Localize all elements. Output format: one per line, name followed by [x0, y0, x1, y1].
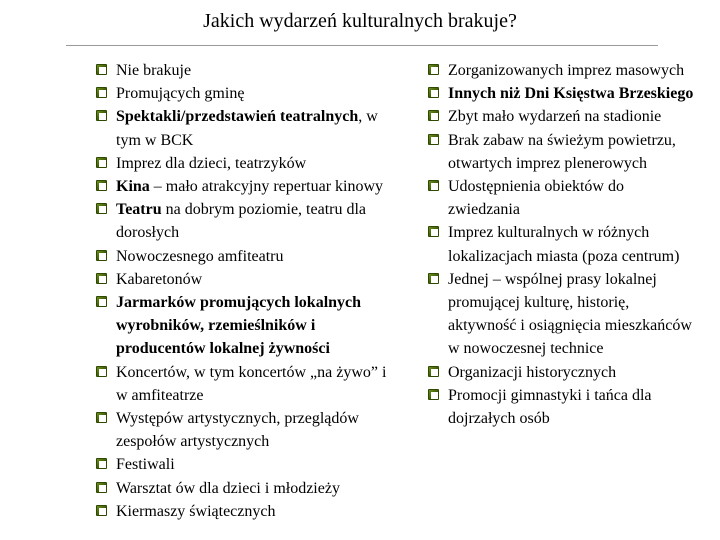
list-item — [96, 82, 396, 105]
hollow-square-bullet-icon — [96, 458, 107, 469]
list-item — [96, 407, 396, 453]
hollow-square-bullet-icon — [96, 366, 107, 377]
list-item — [96, 268, 396, 291]
list-item-text: Festiwali — [116, 456, 175, 474]
title-divider — [66, 45, 658, 46]
list-item-text-bold: Teatru — [116, 201, 162, 219]
list-item — [96, 500, 396, 523]
list-item-text-bold: Innych niż Dni Księstwa Brzeskiego — [448, 85, 694, 103]
list-item-text: Jednej – wspólnej prasy lokalnej promującej kulturę, historię, aktywność i osiągnięcia mieszkańców w nowoczesnej technice — [448, 270, 692, 358]
hollow-square-bullet-icon — [428, 180, 439, 191]
hollow-square-bullet-icon — [428, 134, 439, 145]
hollow-square-bullet-icon — [428, 110, 439, 121]
hollow-square-bullet-icon — [96, 157, 107, 168]
hollow-square-bullet-icon — [96, 110, 107, 121]
list-item — [96, 245, 396, 268]
list-item-text: , w tym w BCK — [116, 108, 378, 149]
list-item — [96, 198, 396, 244]
list-item — [96, 175, 396, 198]
right-bullet-list — [428, 59, 698, 430]
list-item-text: na dobrym poziomie, teatru dla dorosłych — [116, 201, 367, 242]
hollow-square-bullet-icon — [96, 87, 107, 98]
hollow-square-bullet-icon — [428, 389, 439, 400]
list-item — [428, 82, 698, 105]
list-item-text: Zorganizowanych imprez masowych — [448, 62, 685, 79]
list-item-text: Brak zabaw na świeżym powietrzu, otwartych imprez plenerowych — [448, 131, 676, 172]
list-item-text: Promujących gminę — [116, 85, 245, 103]
list-item-text: Nie brakuje — [116, 62, 192, 79]
right-column — [428, 59, 698, 430]
list-item — [428, 361, 698, 384]
list-item-text: Nowoczesnego amfiteatru — [116, 247, 284, 265]
list-item — [428, 105, 698, 128]
list-item-text: Kiermaszy świątecznych — [116, 502, 276, 520]
list-item — [96, 59, 396, 82]
hollow-square-bullet-icon — [428, 87, 439, 98]
list-item-text-bold: Jarmarków promujących lokalnych wyrobników, rzemieślników i producentów lokalnej żywności — [116, 294, 362, 358]
list-item-text: Zbyt mało wydarzeń na stadionie — [448, 108, 662, 126]
list-item-text: Imprez dla dzieci, teatrzyków — [116, 154, 307, 172]
left-bullet-list — [96, 59, 396, 523]
hollow-square-bullet-icon — [96, 273, 107, 284]
hollow-square-bullet-icon — [96, 64, 107, 75]
list-item — [96, 453, 396, 476]
list-item — [96, 105, 396, 151]
hollow-square-bullet-icon — [96, 296, 107, 307]
list-item — [428, 384, 698, 430]
slide-title: Jakich wydarzeń kulturalnych brakuje? — [203, 10, 517, 32]
list-item-text: Udostępnienia obiektów do zwiedzania — [448, 178, 624, 219]
hollow-square-bullet-icon — [428, 366, 439, 377]
list-item-text: Imprez kulturalnych w różnych lokalizacjach miasta (poza centrum) — [448, 224, 680, 265]
list-item — [96, 152, 396, 175]
list-item — [428, 129, 698, 175]
list-item-text: Warsztat ów dla dzieci i młodzieży — [116, 479, 340, 497]
hollow-square-bullet-icon — [428, 64, 439, 75]
list-item — [428, 175, 698, 221]
list-item-text: Promocji gimnastyki i tańca dla dojrzałych osób — [448, 386, 652, 428]
list-item — [96, 361, 396, 407]
list-item-text: Koncertów, w tym koncertów „na żywo” i w amfiteatrze — [116, 363, 387, 404]
list-item-text: Kabaretonów — [116, 270, 203, 288]
hollow-square-bullet-icon — [96, 505, 107, 516]
hollow-square-bullet-icon — [96, 412, 107, 423]
list-item — [96, 291, 396, 361]
list-item — [428, 221, 698, 267]
hollow-square-bullet-icon — [96, 250, 107, 261]
hollow-square-bullet-icon — [96, 180, 107, 191]
hollow-square-bullet-icon — [96, 203, 107, 214]
hollow-square-bullet-icon — [428, 273, 439, 284]
left-column — [96, 59, 396, 523]
hollow-square-bullet-icon — [96, 482, 107, 493]
list-item-text-bold: Kina — [116, 178, 150, 196]
list-item — [96, 477, 396, 500]
list-item-text: – mało atrakcyjny repertuar kinowy — [149, 178, 384, 196]
list-item-text-bold: Spektakli/przedstawień teatralnych — [116, 108, 359, 126]
list-item-text: Występów artystycznych, przeglądów zespołów artystycznych — [116, 410, 359, 451]
list-item — [428, 268, 698, 361]
list-item — [428, 59, 698, 82]
list-item-text: Organizacji historycznych — [448, 363, 617, 381]
hollow-square-bullet-icon — [428, 226, 439, 237]
